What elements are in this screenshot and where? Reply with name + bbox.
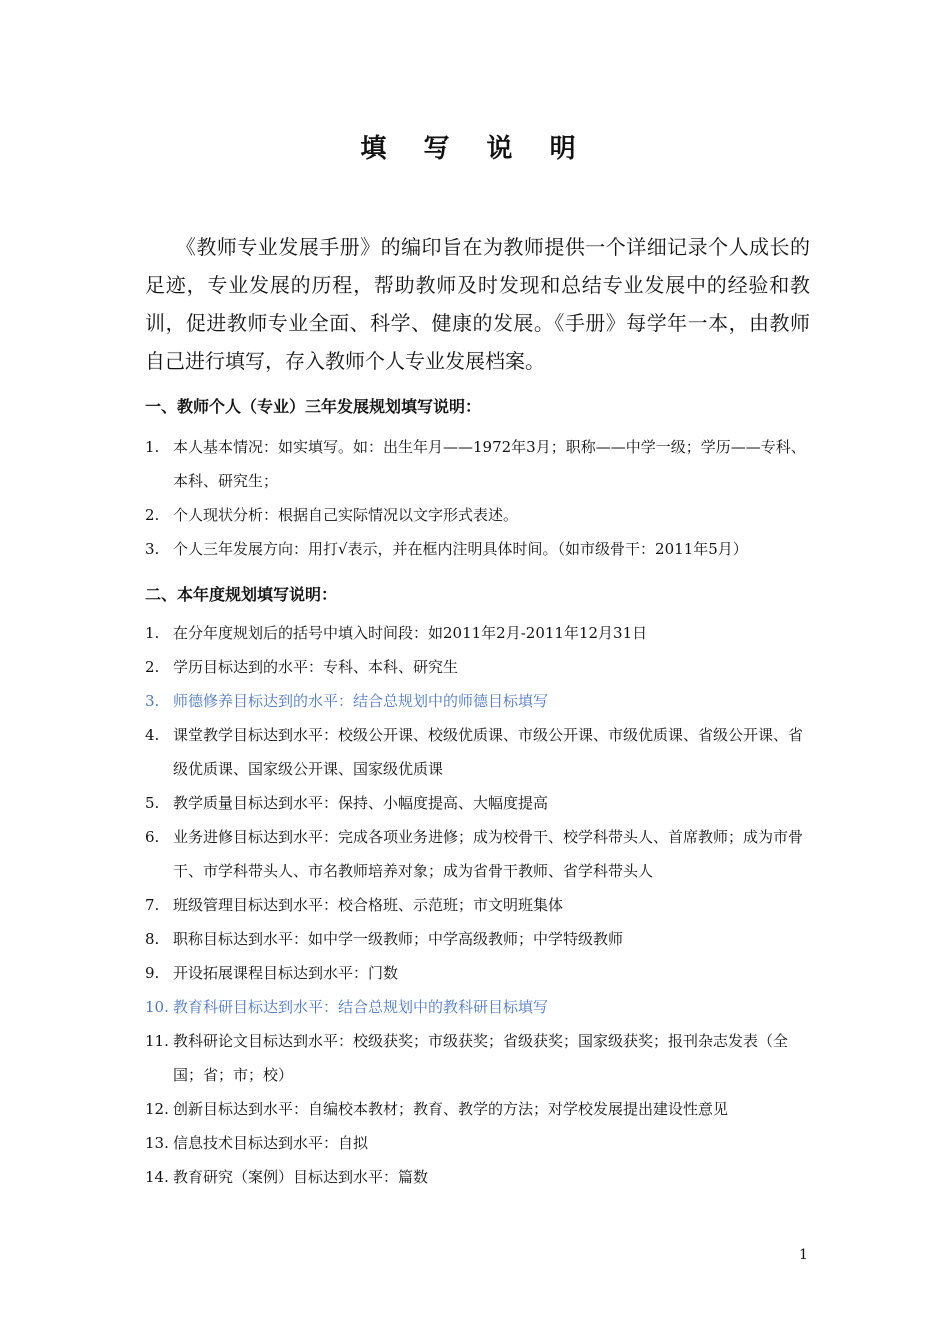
section2-heading: 二、本年度规划填写说明： — [145, 585, 338, 604]
list-item — [145, 684, 810, 718]
item-number: 3. — [145, 692, 160, 710]
item-number: 5. — [145, 794, 160, 812]
item-text: 师德修养目标达到的水平：结合总规划中的师德目标填写 — [173, 692, 549, 710]
item-text: 个人现状分析：根据自己实际情况以文字形式表述。 — [173, 506, 519, 524]
item-text: 教科研论文目标达到水平：校级获奖；市级获奖；省级获奖；国家级获奖；报刊杂志发表（全国；省；市；校） — [173, 1032, 789, 1084]
item-number: 4. — [145, 726, 160, 744]
list-item — [145, 990, 810, 1024]
section2-list — [145, 616, 810, 1194]
list-item — [145, 820, 810, 888]
item-number: 1. — [145, 438, 160, 456]
item-number: 14. — [145, 1168, 169, 1186]
item-text: 业务进修目标达到水平：完成各项业务进修；成为校骨干、校学科带头人、首席教师；成为市骨干、市学科带头人、市名教师培养对象；成为省骨干教师、省学科带头人 — [173, 828, 804, 880]
item-number: 3. — [145, 540, 160, 558]
item-number: 13. — [145, 1134, 169, 1152]
list-item — [145, 430, 810, 498]
item-number: 9. — [145, 964, 160, 982]
item-number: 12. — [145, 1100, 169, 1118]
list-item — [145, 616, 810, 650]
item-number: 6. — [145, 828, 160, 846]
list-item — [145, 1092, 810, 1126]
item-number: 8. — [145, 930, 160, 948]
item-text: 开设拓展课程目标达到水平：门数 — [173, 964, 399, 982]
item-number: 7. — [145, 896, 160, 914]
item-text: 班级管理目标达到水平：校合格班、示范班；市文明班集体 — [173, 896, 564, 914]
item-text: 在分年度规划后的括号中填入时间段：如2011年2月-2011年12月31日 — [173, 624, 648, 642]
list-item — [145, 498, 810, 532]
list-item — [145, 1126, 810, 1160]
item-text: 职称目标达到水平：如中学一级教师；中学高级教师；中学特级教师 — [173, 930, 624, 948]
item-text: 课堂教学目标达到水平：校级公开课、校级优质课、市级公开课、市级优质课、省级公开课、省级优质课、国家级公开课、国家级优质课 — [173, 726, 804, 778]
list-item — [145, 786, 810, 820]
list-item — [145, 888, 810, 922]
item-number: 11. — [145, 1032, 169, 1050]
item-number: 10. — [145, 998, 169, 1016]
page-number: 1 — [799, 1247, 808, 1263]
list-item — [145, 1024, 810, 1092]
item-text: 教育研究（案例）目标达到水平：篇数 — [173, 1168, 429, 1186]
list-item — [145, 718, 810, 786]
section1-list — [145, 430, 810, 566]
list-item — [145, 956, 810, 990]
page-title: 填 写 说 明 — [360, 134, 590, 164]
item-text: 创新目标达到水平：自编校本教材；教育、教学的方法；对学校发展提出建设性意见 — [173, 1100, 729, 1118]
list-item — [145, 650, 810, 684]
intro-paragraph: 《教师专业发展手册》的编印旨在为教师提供一个详细记录个人成长的足迹，专业发展的历程，帮助教师及时发现和总结专业发展中的经验和教训，促进教师专业全面、科学、健康的发展。《手册》每学年一本，由教师自己进行填写，存入教师个人专业发展档案。 — [145, 235, 810, 373]
item-text: 个人三年发展方向：用打√表示，并在框内注明具体时间。（如市级骨干：2011年5月） — [173, 540, 748, 558]
item-text: 信息技术目标达到水平：自拟 — [173, 1134, 369, 1152]
item-number: 2. — [145, 658, 160, 676]
item-number: 1. — [145, 624, 160, 642]
section1-heading: 一、教师个人（专业）三年发展规划填写说明： — [145, 397, 482, 416]
item-text: 教学质量目标达到水平：保持、小幅度提高、大幅度提高 — [173, 794, 549, 812]
item-text: 本人基本情况：如实填写。如：出生年月——1972年3月；职称——中学一级；学历——专科、本科、研究生； — [173, 438, 806, 490]
item-number: 2. — [145, 506, 160, 524]
item-text: 教育科研目标达到水平：结合总规划中的教科研目标填写 — [173, 998, 549, 1016]
list-item — [145, 532, 810, 566]
list-item — [145, 1160, 810, 1194]
list-item — [145, 922, 810, 956]
item-text: 学历目标达到的水平：专科、本科、研究生 — [173, 658, 459, 676]
